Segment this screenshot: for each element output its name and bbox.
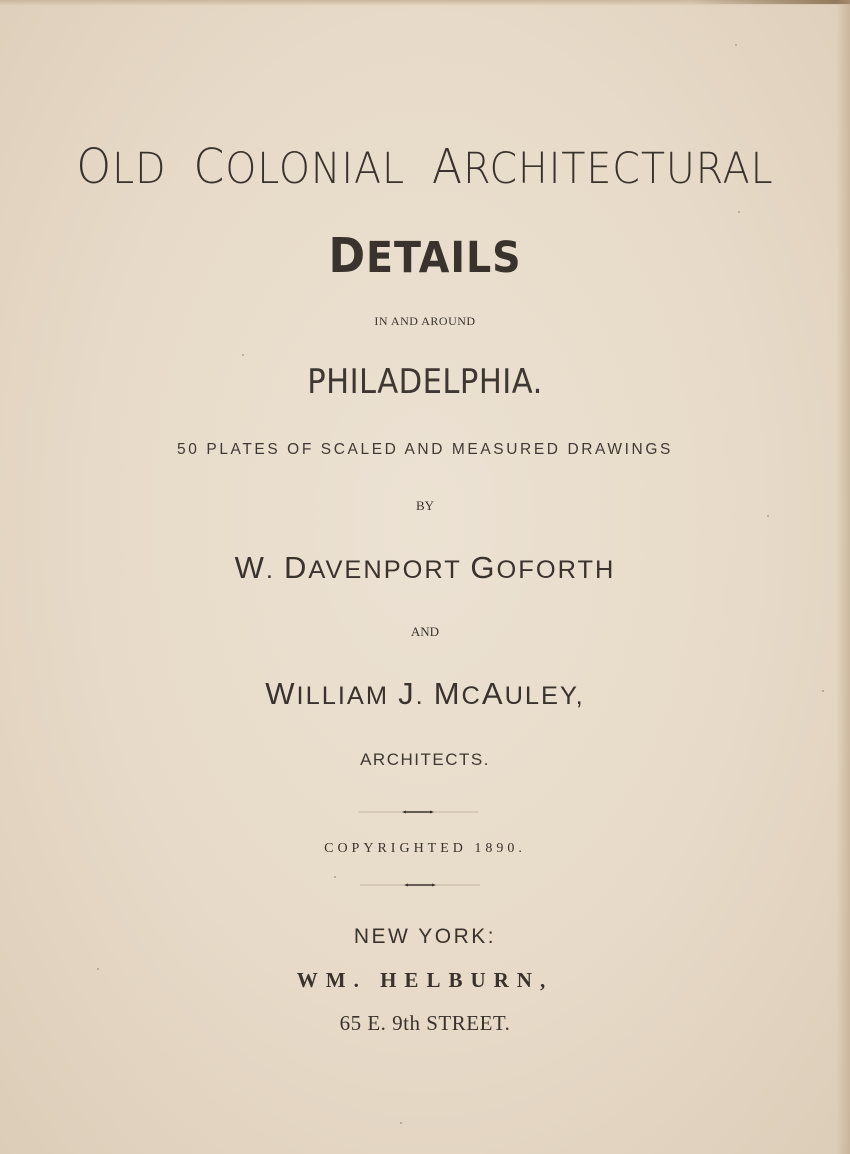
paper-speck	[97, 968, 99, 970]
paper-speck	[735, 44, 737, 46]
subtitle-connector: IN AND AROUND	[374, 314, 476, 328]
publisher-name: WM. HELBURN,	[296, 968, 554, 992]
title-word-2-rest: OLONIAL	[225, 144, 405, 194]
paper-speck	[767, 515, 769, 517]
title-word-1-initial: O	[76, 139, 113, 195]
author-1-part-1-rest: .	[265, 556, 285, 584]
author-2-part-3-rest: C	[461, 682, 482, 710]
paper-speck	[400, 1122, 402, 1124]
title-line-2	[34, 228, 816, 284]
author-1-name	[0, 552, 850, 583]
copyright-notice: COPYRIGHTED 1890.	[324, 841, 526, 856]
title-line-2-rest: ETAILS	[366, 233, 522, 283]
author-2-part-1-rest: ILLIAM	[296, 682, 399, 710]
title-word-3-rest: RCHITECTURAL	[463, 144, 774, 194]
page-top-right-edge	[690, 0, 850, 4]
author-1-part-2-rest: AVENPORT	[308, 556, 471, 584]
ornamental-divider-1	[358, 807, 478, 817]
paper-speck	[738, 211, 740, 213]
author-2-part-3-initial: M	[433, 676, 462, 711]
author-role: ARCHITECTS.	[360, 750, 490, 769]
title-word-3-initial: A	[431, 139, 464, 195]
city-heading: PHILADELPHIA.	[307, 362, 543, 402]
author-2-part-1-initial: W	[265, 676, 297, 711]
author-2-name	[0, 678, 850, 709]
author-1-part-1-initial: W	[234, 550, 266, 585]
title-word-1-rest: LD	[112, 144, 167, 194]
title-line-2-initial: D	[328, 228, 367, 284]
ornamental-divider-2	[360, 880, 480, 890]
and-label: AND	[410, 624, 440, 639]
title-word-2-initial: C	[193, 139, 226, 195]
paper-speck	[334, 876, 336, 878]
author-2-part-2-initial: J	[398, 676, 416, 711]
paper-speck	[242, 354, 244, 356]
author-2-part-4-rest: ULEY,	[504, 682, 585, 710]
author-1-part-3-initial: G	[470, 550, 497, 585]
author-1-part-3-rest: OFORTH	[496, 556, 616, 584]
author-1-part-2-initial: D	[284, 550, 309, 585]
plates-description: 50 PLATES OF SCALED AND MEASURED DRAWINGS	[177, 441, 673, 458]
title-line-1	[34, 139, 816, 195]
paper-speck	[822, 690, 824, 692]
author-2-part-2-rest: .	[415, 682, 434, 710]
by-label: BY	[415, 498, 435, 513]
author-2-part-4-initial: A	[481, 676, 505, 711]
publisher-city: NEW YORK:	[353, 925, 497, 948]
publisher-address: 65 E. 9th STREET.	[339, 1011, 511, 1035]
